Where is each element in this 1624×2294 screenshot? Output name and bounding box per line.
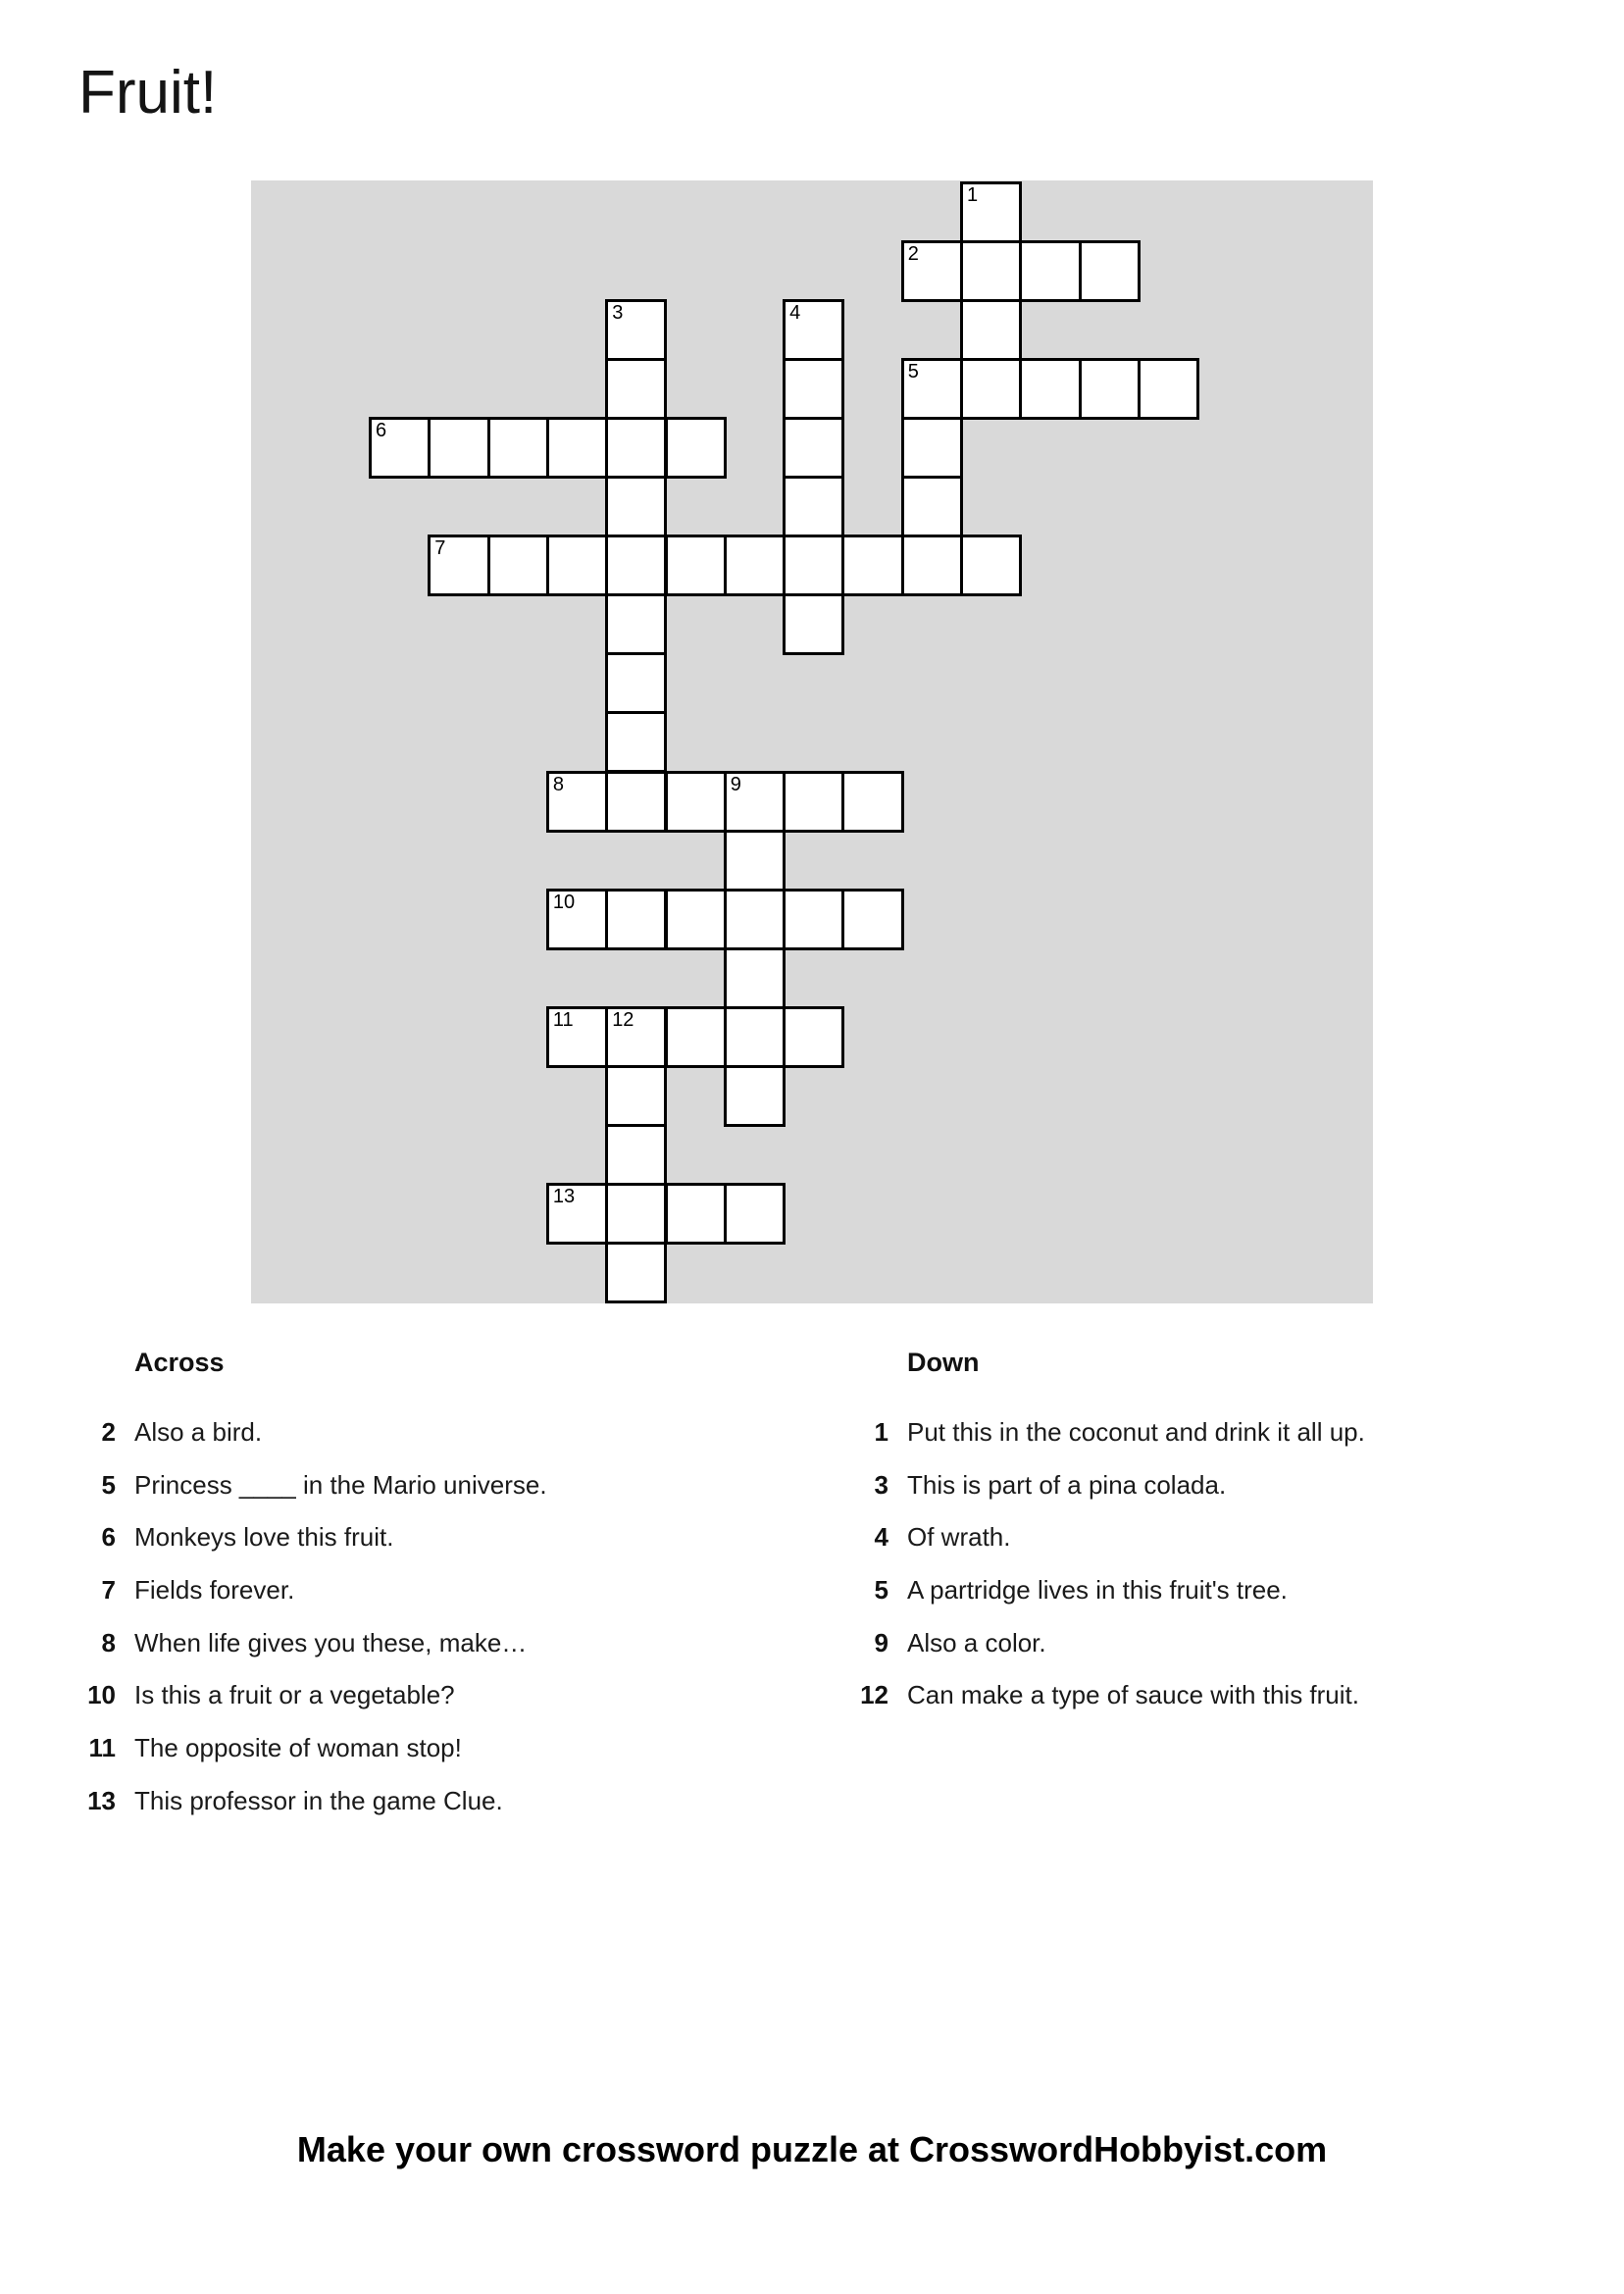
clue-text: Fields forever. [134, 1575, 295, 1606]
cell-number: 3 [612, 302, 624, 325]
grid-cell [369, 417, 431, 479]
grid-cell [901, 240, 963, 302]
grid-cell [841, 771, 903, 833]
clue-number: 2 [101, 1417, 116, 1447]
grid-cell [605, 1065, 667, 1127]
clue-item [86, 1469, 773, 1522]
cell-number: 10 [552, 891, 576, 913]
cell-number: 9 [730, 773, 741, 795]
grid-cell [605, 417, 667, 479]
clue-text: Princess ____ in the Mario universe. [134, 1469, 547, 1500]
clue-item [859, 1627, 1604, 1680]
clue-text: Can make a type of sauce with this fruit. [907, 1680, 1359, 1710]
cell-number: 2 [907, 243, 919, 266]
footer-credit: Make your own crossword puzzle at CrosswordHobbyist.com [296, 2129, 1328, 2169]
grid-cell [724, 947, 786, 1009]
down-clue-list [859, 1416, 1604, 1732]
down-clues-section [859, 1345, 1604, 1732]
grid-cell [1019, 358, 1081, 420]
clue-number: 13 [87, 1785, 116, 1815]
grid-cell [960, 358, 1022, 420]
grid-cell [960, 181, 1022, 243]
grid-cell [724, 1183, 786, 1245]
clue-item [86, 1416, 773, 1469]
grid-cell [605, 1242, 667, 1303]
clue-number: 10 [87, 1680, 116, 1710]
clue-item [859, 1574, 1604, 1627]
grid-cell [546, 535, 608, 596]
grid-cell [605, 358, 667, 420]
clue-text: When life gives you these, make… [134, 1627, 528, 1657]
cell-number: 1 [967, 184, 979, 206]
grid-cell [605, 299, 667, 361]
puzzle-title: Fruit! [78, 59, 218, 127]
across-clues-section [86, 1345, 773, 1838]
grid-cell [783, 358, 844, 420]
grid-cell [605, 1006, 667, 1068]
clue-text: This is part of a pina colada. [907, 1469, 1227, 1500]
down-heading: Down [907, 1348, 980, 1377]
cell-number: 12 [612, 1008, 634, 1031]
clue-item [86, 1627, 773, 1680]
grid-cell [901, 535, 963, 596]
grid-cell [605, 1124, 667, 1186]
across-clue-list [86, 1416, 773, 1838]
grid-cell [783, 889, 844, 950]
grid-cell [428, 417, 489, 479]
clue-number: 11 [88, 1733, 116, 1763]
grid-cell [724, 830, 786, 892]
clue-item [859, 1521, 1604, 1574]
crossword-panel [251, 180, 1373, 1303]
grid-cell [724, 1065, 786, 1127]
grid-cell [960, 240, 1022, 302]
clue-number: 3 [874, 1469, 888, 1500]
clue-text: Monkeys love this fruit. [134, 1522, 394, 1553]
clue-text: Also a color. [907, 1627, 1046, 1657]
cell-number: 5 [907, 361, 919, 383]
grid-cell [605, 889, 667, 950]
grid-cell [605, 711, 667, 773]
clue-number: 7 [101, 1575, 116, 1606]
clue-number: 1 [874, 1417, 888, 1447]
grid-cell [901, 417, 963, 479]
grid-cell [783, 476, 844, 537]
clue-number: 9 [874, 1627, 888, 1657]
cell-number: 8 [552, 773, 565, 795]
grid-cell [783, 593, 844, 655]
grid-cell [1079, 358, 1141, 420]
clue-item [86, 1679, 773, 1732]
grid-cell [605, 771, 667, 833]
grid-cell [665, 1006, 727, 1068]
grid-cell [724, 771, 786, 833]
grid-cell [783, 1006, 844, 1068]
clue-item [86, 1785, 773, 1838]
clue-item [859, 1679, 1604, 1732]
grid-cell [665, 535, 727, 596]
cell-number: 11 [552, 1008, 574, 1031]
grid-cell [546, 1006, 608, 1068]
grid-cell [665, 1183, 727, 1245]
grid-cell [783, 535, 844, 596]
clue-item [859, 1416, 1604, 1469]
grid-cell [665, 771, 727, 833]
grid-cell [546, 1183, 608, 1245]
grid-cell [1019, 240, 1081, 302]
grid-cell [665, 889, 727, 950]
grid-cell [783, 771, 844, 833]
grid-cell [724, 889, 786, 950]
grid-cell [960, 535, 1022, 596]
clue-number: 12 [860, 1680, 888, 1710]
clue-text: Also a bird. [134, 1417, 263, 1447]
grid-cell [605, 535, 667, 596]
clue-number: 5 [101, 1469, 116, 1500]
cell-number: 6 [376, 420, 387, 442]
cell-number: 13 [552, 1185, 576, 1207]
clue-item [859, 1469, 1604, 1522]
clue-item [86, 1732, 773, 1785]
grid-cell [724, 1006, 786, 1068]
grid-cell [665, 417, 727, 479]
grid-cell [901, 476, 963, 537]
grid-cell [724, 535, 786, 596]
grid-cell [546, 889, 608, 950]
grid-cell [841, 535, 903, 596]
grid-cell [605, 593, 667, 655]
clue-item [86, 1574, 773, 1627]
clue-number: 5 [874, 1575, 888, 1606]
clue-text: Of wrath. [907, 1522, 1011, 1553]
clue-item [86, 1521, 773, 1574]
grid-cell [546, 771, 608, 833]
cell-number: 4 [789, 302, 801, 325]
grid-cell [783, 417, 844, 479]
grid-cell [546, 417, 608, 479]
grid-cell [1138, 358, 1199, 420]
across-heading: Across [134, 1348, 225, 1377]
grid-cell [901, 358, 963, 420]
clue-text: The opposite of woman stop! [134, 1733, 462, 1763]
clue-text: Is this a fruit or a vegetable? [134, 1680, 455, 1710]
clue-text: Put this in the coconut and drink it all up. [907, 1417, 1365, 1447]
grid-cell [783, 299, 844, 361]
grid-cell [605, 476, 667, 537]
grid-cell [605, 1183, 667, 1245]
clue-number: 6 [101, 1522, 116, 1553]
grid-cell [1079, 240, 1141, 302]
grid-cell [428, 535, 489, 596]
clue-number: 8 [101, 1627, 116, 1657]
grid-cell [487, 535, 549, 596]
cell-number: 7 [434, 537, 446, 560]
clue-number: 4 [874, 1522, 888, 1553]
clue-text: A partridge lives in this fruit's tree. [907, 1575, 1288, 1606]
grid-cell [960, 299, 1022, 361]
clue-text: This professor in the game Clue. [134, 1785, 503, 1815]
grid-cell [605, 652, 667, 714]
crossword-grid [251, 180, 1373, 1303]
grid-cell [487, 417, 549, 479]
grid-cell [841, 889, 903, 950]
